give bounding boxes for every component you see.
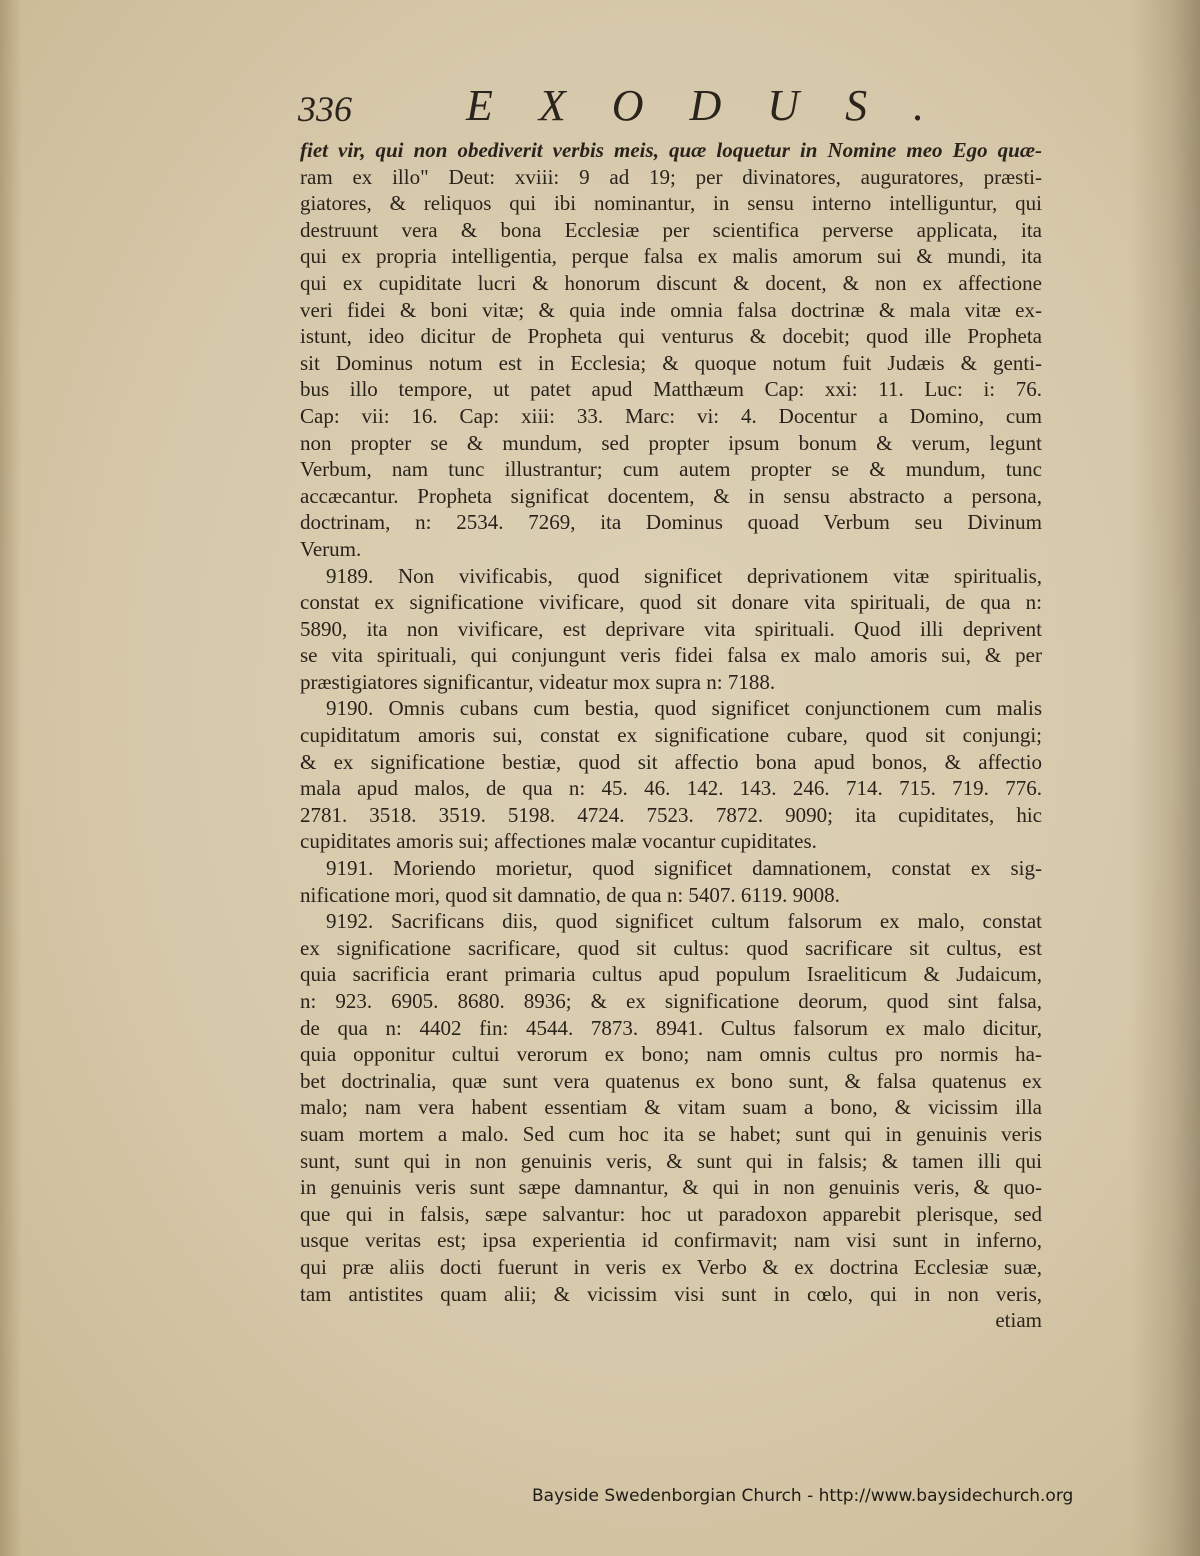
text-line: suam mortem a malo. Sed cum hoc ita se habet; sunt qui in genuinis veris <box>300 1121 1042 1146</box>
text-line: qui præ aliis docti fuerunt in veris ex Verbo & ex doctrina Ecclesiæ suæ, <box>300 1254 1042 1279</box>
text-line: accæcantur. Propheta significat docentem, & in sensu abstracto a persona, <box>300 483 1042 508</box>
text-line: Cap: vii: 16. Cap: xiii: 33. Marc: vi: 4. Docentur a Domino, cum <box>300 403 1042 428</box>
text-line: non propter se & mundum, sed propter ipsum bonum & verum, legunt <box>300 430 1042 455</box>
text-line: bet doctrinalia, quæ sunt vera quatenus ex bono sunt, & falsa quatenus ex <box>300 1068 1042 1093</box>
page-number: 336 <box>298 89 352 129</box>
text-line: Verum. <box>300 536 362 561</box>
text-line: quia opponitur cultui verorum ex bono; nam omnis cultus pro normis ha- <box>300 1042 1042 1067</box>
text-line: fiet vir, qui non obediverit verbis meis, quæ loquetur in Nomine meo Ego quæ- <box>300 138 1042 162</box>
text-line: tam antistites quam alii; & vicissim visi sunt in cœlo, qui in non veris, <box>300 1281 1042 1306</box>
text-line: n: 923. 6905. 8680. 8936; & ex significatione deorum, quod sint falsa, <box>300 989 1042 1013</box>
text-line: præstigiatores significantur, videatur mox supra n: 7188. <box>300 669 776 694</box>
text-line: sunt, sunt qui in non genuinis veris, & sunt qui in falsis; & tamen illi qui <box>300 1148 1042 1173</box>
page-gutter-shadow <box>1130 0 1200 1556</box>
footer-credit: Bayside Swedenborgian Church - http://www.baysidechurch.org <box>532 1486 1074 1506</box>
page-header <box>298 80 1058 130</box>
page-left-edge-shadow <box>0 0 22 1556</box>
text-line: ram ex illo" Deut: xviii: 9 ad 19; per divinatores, auguratores, præsti- <box>300 164 1042 189</box>
text-line: se vita spirituali, qui conjungunt veris fidei falsa ex malo amoris sui, & per <box>300 643 1042 668</box>
text-line: cupiditatum amoris sui, constat ex significatione cubare, quod sit conjungi; <box>300 723 1042 748</box>
text-line: 5890, ita non vivificare, est deprivare vita spirituali. Quod illi deprivent <box>300 616 1042 641</box>
text-line: istunt, ideo dicitur de Propheta qui venturus & docebit; quod ille Propheta <box>300 324 1042 349</box>
text-line: nificatione mori, quod sit damnatio, de qua n: 5407. 6119. 9008. <box>300 882 840 907</box>
text-line: 2781. 3518. 3519. 5198. 4724. 7523. 7872. 9090; ita cupiditates, hic <box>300 802 1042 827</box>
body-text <box>300 137 1042 1334</box>
text-line: malo; nam vera habent essentiam & vitam suam a bono, & vicissim illa <box>300 1095 1042 1120</box>
text-line: de qua n: 4402 fin: 4544. 7873. 8941. Cultus falsorum ex malo dicitur, <box>300 1015 1042 1040</box>
text-line: quia sacrificia erant primaria cultus apud populum Israeliticum & Judaicum, <box>300 962 1042 987</box>
running-title: EXODUS. <box>466 81 971 130</box>
text-line: que qui in falsis, sæpe salvantur: hoc ut paradoxon apparebit plerisque, sed <box>300 1201 1042 1226</box>
paragraph-9190-start: 9190. Omnis cubans cum bestia, quod significet conjunctionem cum malis <box>326 696 1042 721</box>
text-line: & ex significatione bestiæ, quod sit affectio bona apud bonos, & affectio <box>300 749 1042 774</box>
text-line: bus illo tempore, ut patet apud Matthæum Cap: xxi: 11. Luc: i: 76. <box>300 377 1042 402</box>
text-line: in genuinis veris sunt sæpe damnantur, & qui in non genuinis veris, & quo- <box>300 1175 1042 1200</box>
text-line: sit Dominus notum est in Ecclesia; & quoque notum fuit Judæis & genti- <box>300 350 1042 375</box>
text-line: destruunt vera & bona Ecclesiæ per scientifica perverse applicata, ita <box>300 217 1042 242</box>
text-line: giatores, & reliquos qui ibi nominantur, in sensu interno intelliguntur, qui <box>300 191 1042 216</box>
text-line: mala apud malos, de qua n: 45. 46. 142. 143. 246. 714. 715. 719. 776. <box>300 776 1042 801</box>
paragraph-9191-start: 9191. Moriendo morietur, quod significet damnationem, constat ex sig- <box>326 856 1042 881</box>
text-line: qui ex propria intelligentia, perque falsa ex malis amorum sui & mundi, ita <box>300 244 1042 269</box>
text-line: Verbum, nam tunc illustrantur; cum autem propter se & mundum, tunc <box>300 457 1042 482</box>
text-line: veri fidei & boni vitæ; & quia inde omnia falsa doctrinæ & mala vitæ ex- <box>300 297 1042 322</box>
text-line: ex significatione sacrificare, quod sit cultus: quod sacrificare sit cultus, est <box>300 935 1042 960</box>
text-line: constat ex significatione vivificare, quod sit donare vita spirituali, de qua n: <box>300 590 1042 615</box>
catchword: etiam <box>995 1308 1042 1333</box>
text-line: qui ex cupiditate lucri & honorum discunt & docent, & non ex affectione <box>300 270 1042 295</box>
text-line: cupiditates amoris sui; affectiones malæ vocantur cupiditates. <box>300 829 817 854</box>
paragraph-9189-start: 9189. Non vivificabis, quod significet deprivationem vitæ spiritualis, <box>326 563 1042 588</box>
text-line: doctrinam, n: 2534. 7269, ita Dominus quoad Verbum seu Divinum <box>300 510 1042 535</box>
text-line: usque veritas est; ipsa experientia id confirmavit; nam visi sunt in inferno, <box>300 1228 1042 1253</box>
paragraph-9192-start: 9192. Sacrificans diis, quod significet cultum falsorum ex malo, constat <box>326 909 1042 934</box>
